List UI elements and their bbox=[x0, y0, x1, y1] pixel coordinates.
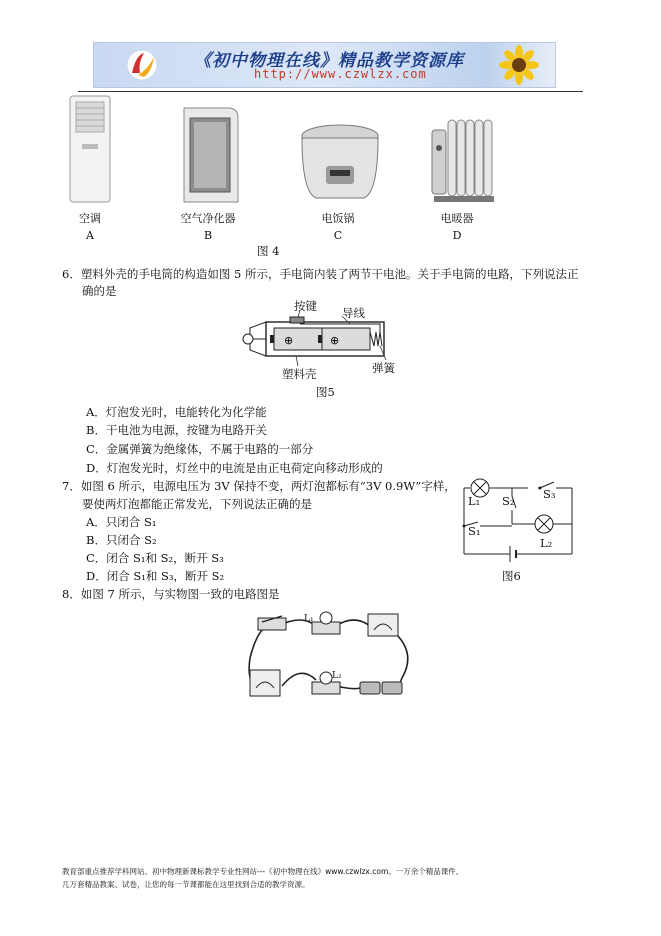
q7-stem-line1: 7．如图 6 所示，电源电压为 3V 保持不变，两灯泡都标有“3V 0.9W”字样， bbox=[62, 479, 456, 493]
q6-option-b[interactable]: B．干电池为电源，按键为电路开关 bbox=[86, 423, 267, 437]
figure5-caption: 图5 bbox=[316, 385, 335, 399]
q7-option-c[interactable]: C．闭合 S₁和 S₂，断开 S₃ bbox=[86, 551, 224, 565]
q6-option-a[interactable]: A．灯泡发光时，电能转化为化学能 bbox=[86, 405, 267, 419]
circuit-diagram-figure6 bbox=[456, 474, 578, 570]
site-logo-icon bbox=[122, 47, 162, 83]
fig6-label-s3: S₃ bbox=[543, 487, 556, 501]
figure4-letter-b: B bbox=[203, 229, 213, 242]
figure4-label-c: 电饭锅 bbox=[321, 212, 355, 225]
svg-text:⊕: ⊕ bbox=[330, 334, 340, 347]
figure4-label-b: 空气净化器 bbox=[180, 212, 236, 225]
fig6-label-l2: L₂ bbox=[540, 536, 553, 550]
figure4-label-d: 电暖器 bbox=[440, 212, 474, 225]
flashlight-wire-label: 导线 bbox=[342, 306, 365, 320]
physical-circuit-figure7 bbox=[236, 604, 418, 710]
fig6-label-s2: S₂ bbox=[502, 494, 515, 508]
q6-stem-line2: 确的是 bbox=[82, 284, 117, 298]
q7-option-b[interactable]: B．只闭合 S₂ bbox=[86, 533, 157, 547]
q6-option-d[interactable]: D．灯泡发光时，灯丝中的电流是由正电荷定向移动形成的 bbox=[86, 461, 383, 475]
footer-line1: 教育部重点推荐学科网站、初中物理新课标教学专业性网站---《初中物理在线》www.czwlzx.com。一万余个精品课件、 bbox=[62, 867, 464, 876]
fig6-label-s1: S₁ bbox=[468, 524, 481, 538]
q7-option-a[interactable]: A．只闭合 S₁ bbox=[86, 515, 157, 529]
flashlight-shell-label: 塑料壳 bbox=[282, 367, 317, 381]
rice-cooker-image bbox=[296, 122, 384, 206]
figure6-caption: 图6 bbox=[502, 569, 521, 583]
header-title: 《初中物理在线》精品教学资源库 bbox=[194, 51, 464, 71]
q6-option-c[interactable]: C．金属弹簧为绝缘体，不属于电路的一部分 bbox=[86, 442, 314, 456]
figure4-caption: 图 4 bbox=[257, 244, 280, 258]
fig7-label-l1: L₁ bbox=[304, 614, 314, 624]
air-conditioner-image bbox=[64, 94, 116, 206]
electric-heater-image bbox=[428, 112, 498, 206]
q6-stem-line1: 6．塑料外壳的手电筒的构造如图 5 所示，手电筒内装了两节干电池。关于手电筒的电路，下列说法正 bbox=[62, 267, 579, 281]
q7-option-d[interactable]: D．闭合 S₁和 S₃，断开 S₂ bbox=[86, 569, 225, 583]
header-url[interactable]: http://www.czwlzx.com bbox=[254, 67, 427, 81]
header-banner bbox=[93, 42, 556, 88]
header-rule bbox=[78, 91, 583, 92]
svg-text:⊕: ⊕ bbox=[284, 334, 294, 347]
figure4-label-a: 空调 bbox=[79, 212, 101, 225]
figure4-letter-d: D bbox=[452, 229, 462, 242]
flashlight-button-label: 按键 bbox=[294, 299, 317, 313]
figure4-letter-a: A bbox=[86, 229, 94, 242]
footer-line2: 几万套精品教案、试卷，让您的每一节课都能在这里找到合适的教学资源。 bbox=[62, 880, 310, 889]
q8-stem-line1: 8．如图 7 所示，与实物图一致的电路图是 bbox=[62, 587, 280, 601]
fig6-label-l1: L₁ bbox=[468, 494, 481, 508]
q7-stem-line2: 要使两灯泡都能正常发光，下列说法正确的是 bbox=[82, 497, 312, 511]
flashlight-spring-label: 弹簧 bbox=[372, 361, 395, 375]
figure4-letter-c: C bbox=[333, 229, 343, 242]
sunflower-icon bbox=[489, 45, 549, 85]
air-purifier-image bbox=[176, 104, 246, 206]
fig7-label-l2: L₂ bbox=[332, 671, 342, 681]
